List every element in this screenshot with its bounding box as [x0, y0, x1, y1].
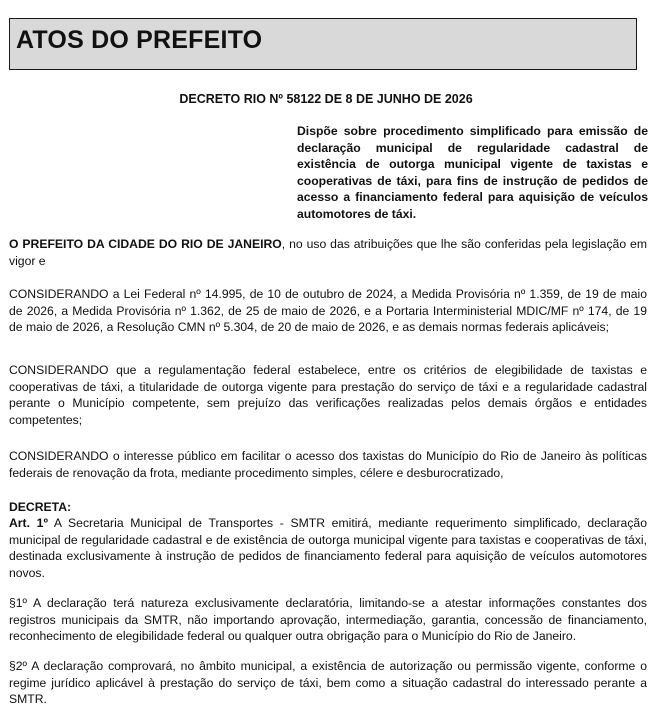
- decree-title: DECRETO RIO Nº 58122 DE 8 DE JUNHO DE 2026: [179, 92, 473, 106]
- authority-name: O PREFEITO DA CIDADE DO RIO DE JANEIRO: [9, 237, 282, 251]
- article-1-text: A Secretaria Municipal de Transportes - SMTR emitirá, mediante requerimento simplificado, declaração municipal de regularidade cadastral e de existência de outorga municipal vigente para taxistas e cooperativas de táxi, destinada exclusivamente à instrução de pedidos de financiamento federal para aquisição de veículos automotores novos.: [9, 516, 647, 580]
- paragraph-2: §2º A declaração comprovará, no âmbito municipal, a existência de autorização ou permissão vigente, conforme o regime jurídico aplicável à prestação do serviço de táxi, bem como a situação cadastral do interessado perante a SMTR.: [9, 659, 647, 706]
- decreta-heading: DECRETA:: [9, 500, 72, 514]
- preamble-paragraph: [9, 236, 647, 269]
- decree-ementa: Dispõe sobre procedimento simplificado para emissão de declaração municipal de regularidade cadastral de existência de outorga municipal vigente de taxistas e cooperativas de táxi, para fins de instrução de pedidos de acesso a financiamento federal para aquisição de veículos automotores de táxi.: [297, 124, 648, 221]
- considerando-2: CONSIDERANDO que a regulamentação federal estabelece, entre os critérios de elegibilidade de taxistas e cooperativas de táxi, a titularidade de outorga vigente para prestação do serviço de táxi e a regularidade cadastral perante o Município competente, sem prejuízo das verificações realizadas pelos demais órgãos e entidades competentes;: [9, 363, 647, 427]
- considerando-3: CONSIDERANDO o interesse público em facilitar o acesso dos taxistas do Município do Rio de Janeiro às políticas federais de renovação da frota, mediante procedimento simples, célere e desburocratizado,: [9, 449, 647, 480]
- section-title: ATOS DO PREFEITO: [16, 26, 263, 54]
- section-header: [9, 18, 637, 70]
- article-1-label: Art. 1º: [9, 516, 48, 530]
- authority-text: , no uso das atribuições que lhe são conferidas pela legislação em vigor e: [9, 237, 647, 268]
- paragraph-1: §1º A declaração terá natureza exclusivamente declaratória, limitando-se a atestar informações constantes dos registros municipais da SMTR, não importando aprovação, intermediação, garantia, concessão de financiamento, reconhecimento de elegibilidade federal ou qualquer outra obrigação para o Município do Rio de Janeiro.: [9, 596, 647, 643]
- considerando-1: CONSIDERANDO a Lei Federal nº 14.995, de 10 de outubro de 2024, a Medida Provisória nº 1.359, de 19 de maio de 2026, a Medida Provisória nº 1.362, de 25 de maio de 2026, e a Portaria Interministerial MDIC/MF nº 174, de 19 de maio de 2026, a Resolução CMN nº 5.304, de 20 de maio de 2026, e as demais normas federais aplicáveis;: [9, 287, 647, 334]
- article-1: [9, 515, 647, 581]
